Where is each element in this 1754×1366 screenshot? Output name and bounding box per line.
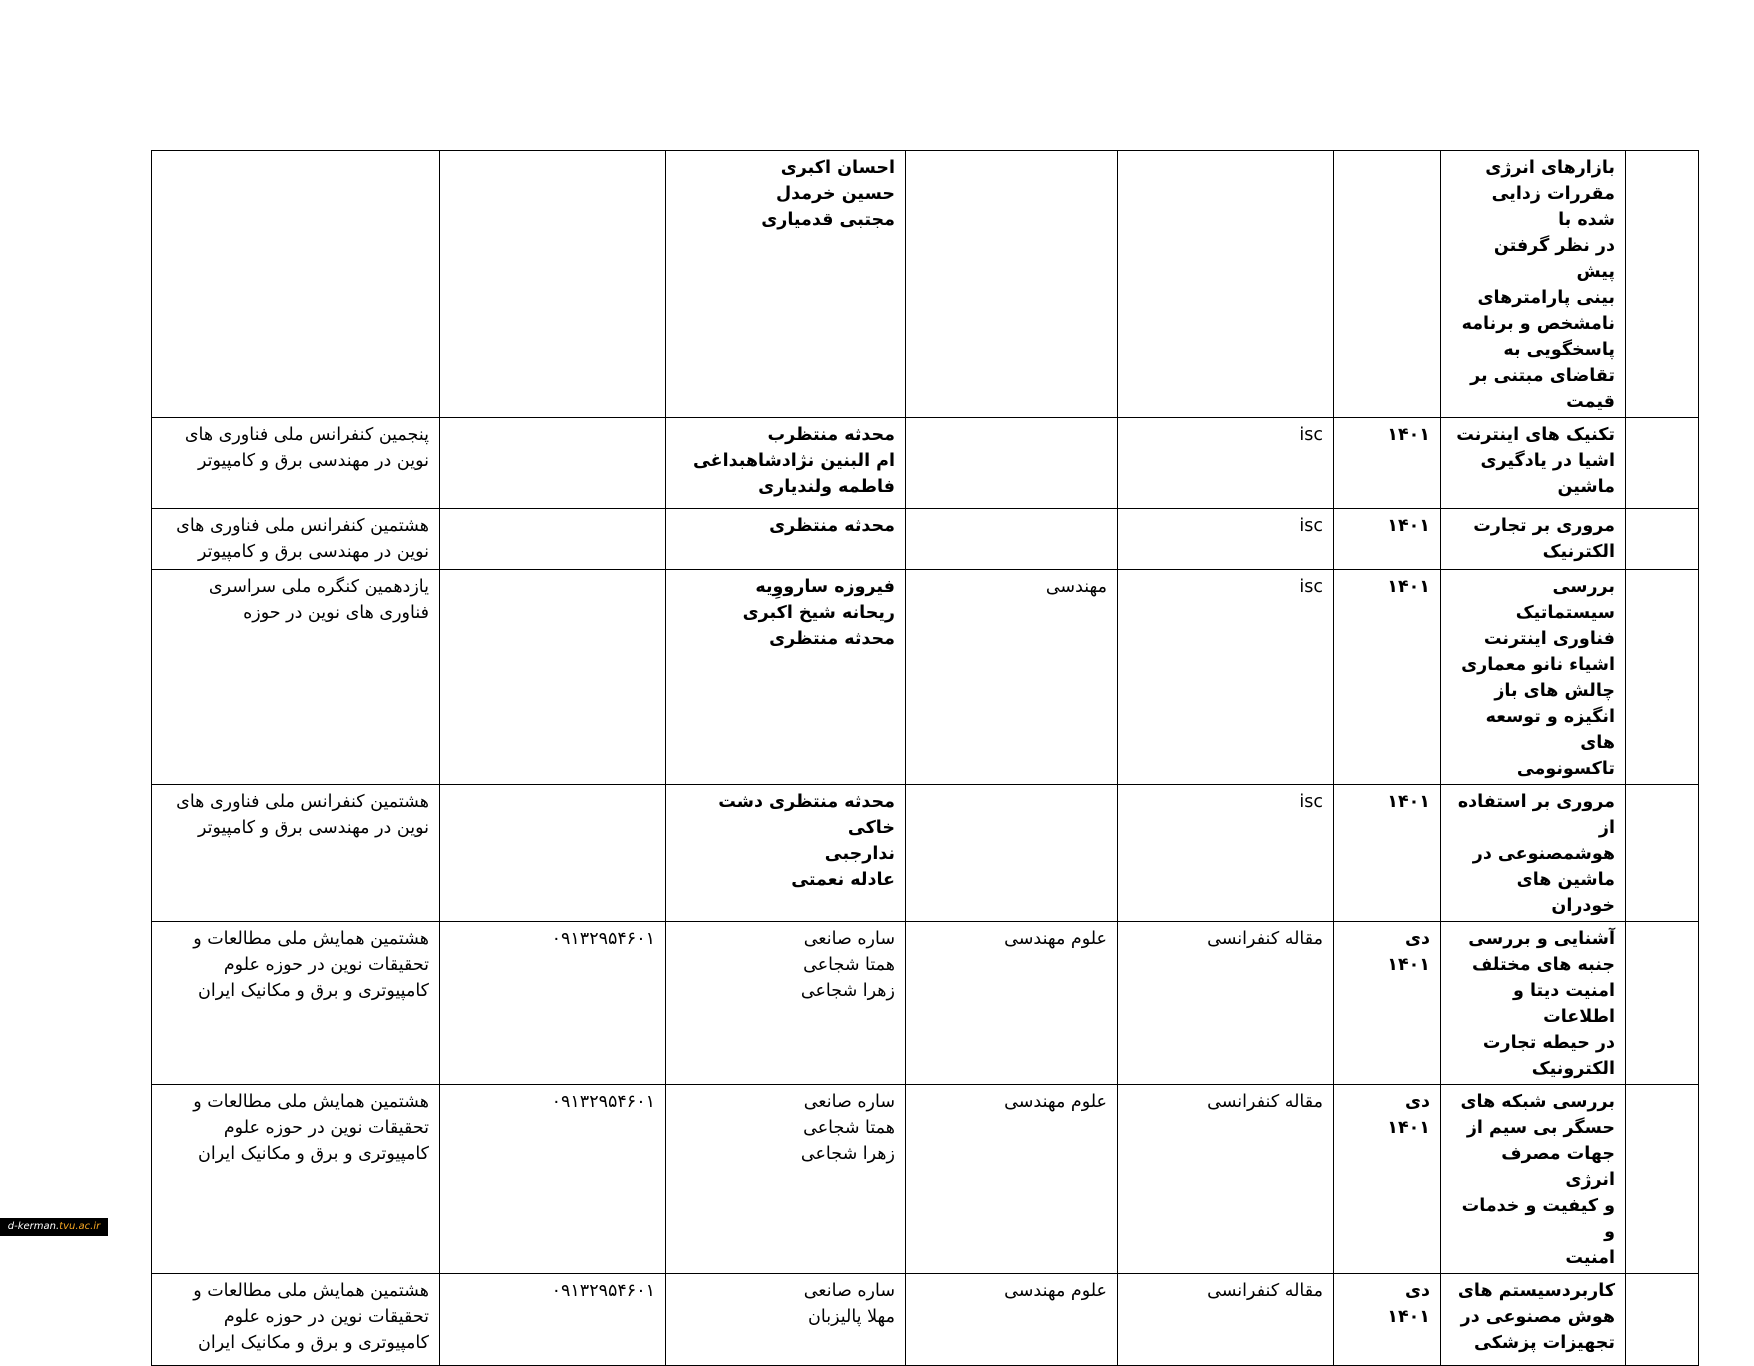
- cell-authors: ساره صانعی همتا شجاعی زهرا شجاعی: [666, 1085, 906, 1274]
- cell-type: isc: [1118, 509, 1334, 570]
- cell-index: [1626, 570, 1699, 785]
- cell-type: isc: [1118, 785, 1334, 922]
- cell-venue: یازدهمین کنگره ملی سراسری فناوری های نوین در حوزه: [152, 570, 440, 785]
- table-row: [152, 570, 1699, 785]
- cell-field: [906, 151, 1118, 418]
- cell-field: علوم مهندسی: [906, 1085, 1118, 1274]
- cell-venue: [152, 151, 440, 418]
- footer-domain-prefix: d-kerman.: [7, 1221, 60, 1232]
- cell-index: [1626, 1085, 1699, 1274]
- cell-phone: ۰۹۱۳۲۹۵۴۶۰۱: [440, 1085, 666, 1274]
- cell-authors: محدثه منتظری دشت خاکی ندارجبی عادله نعمتی: [666, 785, 906, 922]
- cell-authors: ساره صانعی مهلا پالیزبان: [666, 1274, 906, 1366]
- cell-venue: هشتمین کنفرانس ملی فناوری های نوین در مهندسی برق و کامپیوتر: [152, 785, 440, 922]
- publications-table: [151, 150, 1699, 1366]
- cell-title: مروری بر استفاده از هوشمصنوعی در ماشین های خودران: [1441, 785, 1626, 922]
- cell-date: [1334, 151, 1441, 418]
- cell-type: مقاله کنفرانسی: [1118, 1274, 1334, 1366]
- footer-domain-accent: tvu.ac.ir: [59, 1221, 101, 1232]
- cell-date: دی ۱۴۰۱: [1334, 1274, 1441, 1366]
- cell-title: تکنیک های اینترنت اشیا در یادگیری ماشین: [1441, 418, 1626, 509]
- cell-phone: [440, 418, 666, 509]
- cell-phone: [440, 509, 666, 570]
- cell-field: علوم مهندسی: [906, 1274, 1118, 1366]
- cell-field: مهندسی: [906, 570, 1118, 785]
- cell-phone: [440, 570, 666, 785]
- cell-phone: [440, 785, 666, 922]
- footer-stamp: [0, 1218, 108, 1236]
- cell-date: ۱۴۰۱: [1334, 418, 1441, 509]
- table-row: [152, 509, 1699, 570]
- cell-date: ۱۴۰۱: [1334, 570, 1441, 785]
- table-row: [152, 418, 1699, 509]
- cell-title: بررسی سیستماتیک فناوری اینترنت اشیاء نانو معماری چالش های باز انگیزه و توسعه های تاکسونومی: [1441, 570, 1626, 785]
- cell-field: [906, 785, 1118, 922]
- cell-authors: فیروزه سارووِیه ریحانه شیخ اکبری محدثه منتظری: [666, 570, 906, 785]
- table-row: [152, 151, 1699, 418]
- cell-venue: هشتمین همایش ملی مطالعات و تحقیقات نوین در حوزه علوم کامپیوتری و برق و مکانیک ایران: [152, 1274, 440, 1366]
- cell-title: بازارهای انرژی مقررات زدایی شده با در نظر گرفتن پیش بینی پارامترهای نامشخص و برنامه پاسخگویی به تقاضای مبتنی بر قیمت: [1441, 151, 1626, 418]
- cell-authors: محدثه منتظرب ام البنین نژادشاهبداغی فاطمه ولندیاری: [666, 418, 906, 509]
- cell-field: [906, 418, 1118, 509]
- table-row: [152, 1085, 1699, 1274]
- table-row: [152, 1274, 1699, 1366]
- cell-date: دی ۱۴۰۱: [1334, 922, 1441, 1085]
- cell-index: [1626, 1274, 1699, 1366]
- cell-venue: هشتمین کنفرانس ملی فناوری های نوین در مهندسی برق و کامپیوتر: [152, 509, 440, 570]
- cell-title: مروری بر تجارت الکترنیک: [1441, 509, 1626, 570]
- cell-venue: هشتمین همایش ملی مطالعات و تحقیقات نوین در حوزه علوم کامپیوتری و برق و مکانیک ایران: [152, 922, 440, 1085]
- cell-type: isc: [1118, 570, 1334, 785]
- cell-index: [1626, 922, 1699, 1085]
- cell-type: مقاله کنفرانسی: [1118, 1085, 1334, 1274]
- cell-type: isc: [1118, 418, 1334, 509]
- cell-date: دی ۱۴۰۱: [1334, 1085, 1441, 1274]
- cell-phone: ۰۹۱۳۲۹۵۴۶۰۱: [440, 922, 666, 1085]
- cell-venue: هشتمین همایش ملی مطالعات و تحقیقات نوین در حوزه علوم کامپیوتری و برق و مکانیک ایران: [152, 1085, 440, 1274]
- cell-authors: محدثه منتظری: [666, 509, 906, 570]
- cell-index: [1626, 785, 1699, 922]
- cell-authors: ساره صانعی همتا شجاعی زهرا شجاعی: [666, 922, 906, 1085]
- cell-authors: احسان اکبری حسین خرمدل مجتبی قدمیاری: [666, 151, 906, 418]
- cell-index: [1626, 151, 1699, 418]
- cell-title: بررسی شبکه های حسگر بی سیم از جهات مصرف انرژی و کیفیت و خدمات و امنیت: [1441, 1085, 1626, 1274]
- cell-index: [1626, 418, 1699, 509]
- cell-field: علوم مهندسی: [906, 922, 1118, 1085]
- cell-field: [906, 509, 1118, 570]
- table-row: [152, 922, 1699, 1085]
- cell-phone: ۰۹۱۳۲۹۵۴۶۰۱: [440, 1274, 666, 1366]
- cell-title: آشنایی و بررسی جنبه های مختلف امنیت دیتا و اطلاعات در حیطه تجارت الکترونیک: [1441, 922, 1626, 1085]
- cell-date: ۱۴۰۱: [1334, 785, 1441, 922]
- cell-date: ۱۴۰۱: [1334, 509, 1441, 570]
- cell-type: [1118, 151, 1334, 418]
- table-row: [152, 785, 1699, 922]
- cell-phone: [440, 151, 666, 418]
- table-body: [152, 151, 1699, 1366]
- cell-type: مقاله کنفرانسی: [1118, 922, 1334, 1085]
- cell-title: کاربردسیستم های هوش مصنوعی در تجهیزات پزشکی: [1441, 1274, 1626, 1366]
- cell-venue: پنجمین کنفرانس ملی فناوری های نوین در مهندسی برق و کامپیوتر: [152, 418, 440, 509]
- cell-index: [1626, 509, 1699, 570]
